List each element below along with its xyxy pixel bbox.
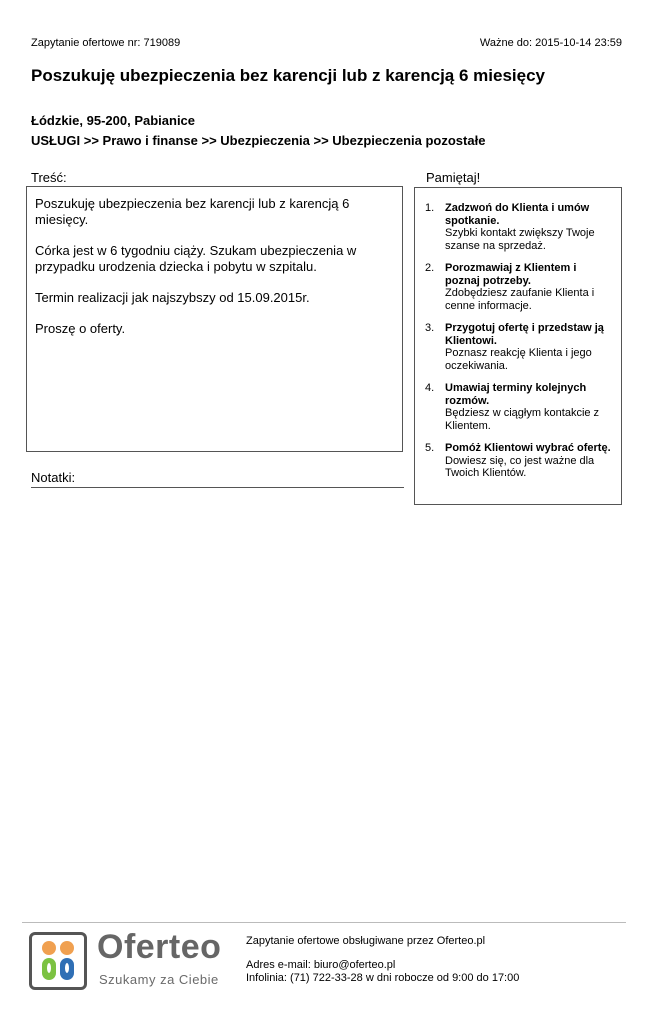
location: Łódzkie, 95-200, Pabianice: [31, 113, 196, 128]
item-description: Będziesz w ciągłym kontakcie z Klientem.: [445, 407, 600, 432]
item-number: 4.: [425, 382, 435, 394]
content-label: Treść:: [31, 170, 67, 185]
content-paragraph: Poszukuję ubezpieczenia bez karencji lub z karencją 6 miesięcy.: [35, 196, 350, 227]
item-description: Poznasz reakcję Klienta i jego oczekiwania.: [445, 347, 592, 372]
item-description: Dowiesz się, co jest ważne dla Twoich Klientów.: [445, 454, 595, 479]
item-number: 1.: [425, 202, 435, 214]
notes-label: Notatki:: [31, 470, 76, 485]
list-item: [425, 262, 611, 312]
valid-until: Ważne do: 2015-10-14 23:59: [479, 37, 622, 49]
content-paragraph: Termin realizacji jak najszybszy od 15.09.2015r.: [35, 290, 310, 305]
content-paragraph: Córka jest w 6 tygodniu ciąży. Szukam ubezpieczenia w przypadku urodzenia dziecka i pobytu w szpitalu.: [35, 243, 357, 274]
logo-tagline: Szukamy za Ciebie: [99, 972, 219, 987]
remember-label: Pamiętaj!: [426, 170, 481, 185]
logo-people-icon: [29, 932, 87, 990]
oferteo-logo: [29, 928, 239, 992]
item-number: 3.: [425, 322, 435, 334]
item-description: Zdobędziesz zaufanie Klienta i cenne informacje.: [445, 287, 595, 312]
list-item: [425, 382, 611, 432]
list-item: [425, 322, 611, 372]
footer-handled-by: Zapytanie ofertowe obsługiwane przez Oferteo.pl: [246, 935, 486, 947]
item-title: Pomóż Klientowi wybrać ofertę.: [445, 442, 611, 454]
item-description: Szybki kontakt zwiększy Twoje szanse na sprzedaż.: [445, 227, 595, 252]
footer-divider: [22, 922, 626, 923]
footer-hotline: Infolinia: (71) 722-33-28 w dni robocze od 9:00 do 17:00: [246, 972, 520, 984]
request-number: Zapytanie ofertowe nr: 719089: [31, 37, 181, 49]
footer-email: Adres e-mail: biuro@oferteo.pl: [246, 959, 396, 971]
item-title: Umawiaj terminy kolejnych rozmów.: [445, 382, 587, 407]
logo-wordmark: Oferteo: [97, 928, 222, 966]
item-number: 2.: [425, 262, 435, 274]
remember-list: [425, 202, 611, 480]
remember-box: [414, 187, 622, 505]
content-paragraph: Proszę o oferty.: [35, 321, 126, 336]
item-title: Przygotuj ofertę i przedstaw ją Klientowi.: [445, 322, 604, 347]
item-title: Zadzwoń do Klienta i umów spotkanie.: [445, 202, 590, 227]
item-number: 5.: [425, 442, 435, 454]
list-item: [425, 202, 611, 252]
page-title: Poszukuję ubezpieczenia bez karencji lub z karencją 6 miesięcy: [31, 66, 546, 85]
notes-line: [31, 487, 404, 488]
content-box: [26, 186, 403, 452]
list-item: [425, 442, 611, 480]
item-title: Porozmawiaj z Klientem i poznaj potrzeby.: [445, 262, 577, 287]
category-breadcrumb: USŁUGI >> Prawo i finanse >> Ubezpieczenia >> Ubezpieczenia pozostałe: [31, 133, 486, 148]
